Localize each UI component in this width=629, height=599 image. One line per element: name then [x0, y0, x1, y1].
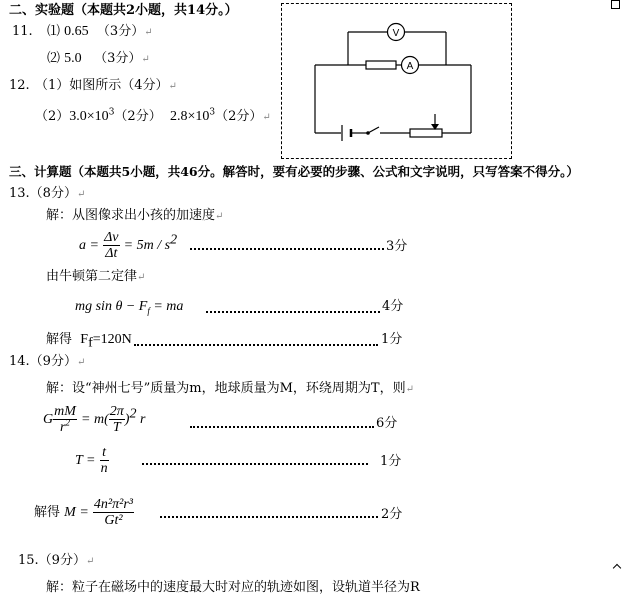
q13-eq2-score: 4分 [382, 299, 404, 314]
leader-dots [134, 344, 378, 346]
q14-eq1-score: 6分 [376, 416, 398, 431]
q15-number: 15.（9分）↵ [18, 553, 95, 568]
leader-dots [142, 463, 368, 465]
q14-eq2-score: 1分 [380, 454, 402, 469]
rheostat [410, 129, 442, 137]
q12-part1: （1）如图所示（4分）↵ [35, 78, 177, 93]
voltmeter-label: V [392, 28, 400, 39]
q12-number: 12. [9, 78, 30, 93]
q13-result-score: 1分 [381, 332, 403, 347]
leader-dots [160, 516, 378, 518]
section2-heading: 二、实验题（本题共2小题，共14分。） [9, 3, 238, 18]
ammeter-label: A [406, 61, 414, 72]
q14-eq1: G $\frac{mM}{r^2}$ = m( $\frac{2\pi}{T}$ )$^2$ r [43, 404, 146, 435]
resistor [366, 61, 396, 69]
q11-part1: ⑴ 0.65 （3分）↵ [47, 24, 153, 39]
switch-lever [368, 127, 379, 133]
leader-dots [190, 426, 374, 428]
circuit-diagram [282, 4, 511, 158]
anchor-marker [611, 0, 620, 9]
leader-dots [190, 248, 384, 250]
corner-mark [613, 564, 621, 572]
q13-eq2: mg $\sin \theta - F_f$ = ma [75, 299, 184, 316]
q14-eq3: 解得 M = $\frac{\text{4n²π²r³}}{\text{Gt²}}$ [34, 497, 133, 528]
q13-intro: 解：从图像求出小孩的加速度↵ [46, 208, 224, 223]
q15-intro: 解：粒子在磁场中的速度最大时对应的轨迹如图，设轨道半径为R [46, 580, 420, 595]
circuit-diagram-frame [281, 3, 512, 159]
section3-heading: 三、计算题（本题共5小题，共46分。解答时，要有必要的步骤、公式和文字说明，只写答案不得分。） [9, 164, 579, 179]
q14-eq3-score: 2分 [381, 507, 403, 522]
q12-part2: $(2)3.0\times 10^3(2$分） $2.8\times 10^3(2$分）↵ [35, 107, 271, 124]
q13-eq1-score: 3分 [386, 239, 408, 254]
q13-law: 由牛顿第二定律↵ [46, 269, 146, 284]
leader-dots [206, 311, 380, 313]
q11-part2: ⑵ 5.0 （3分）↵ [47, 51, 150, 66]
q14-number: 14.（9分）↵ [9, 354, 86, 369]
q14-intro: 解：设“神州七号”质量为m，地球质量为M，环绕周期为T，则↵ [46, 381, 414, 396]
q14-eq2: T = $\frac{t}{n}$ [75, 445, 108, 476]
q13-eq1: a = $\frac{\Delta v}{\Delta t}$ = $5m / s^2$ [79, 230, 178, 261]
q11-number: 11. [12, 24, 33, 39]
q13-result: 解得 $F_f=120N$ [46, 332, 132, 351]
q13-number: 13.（8分）↵ [9, 186, 86, 201]
